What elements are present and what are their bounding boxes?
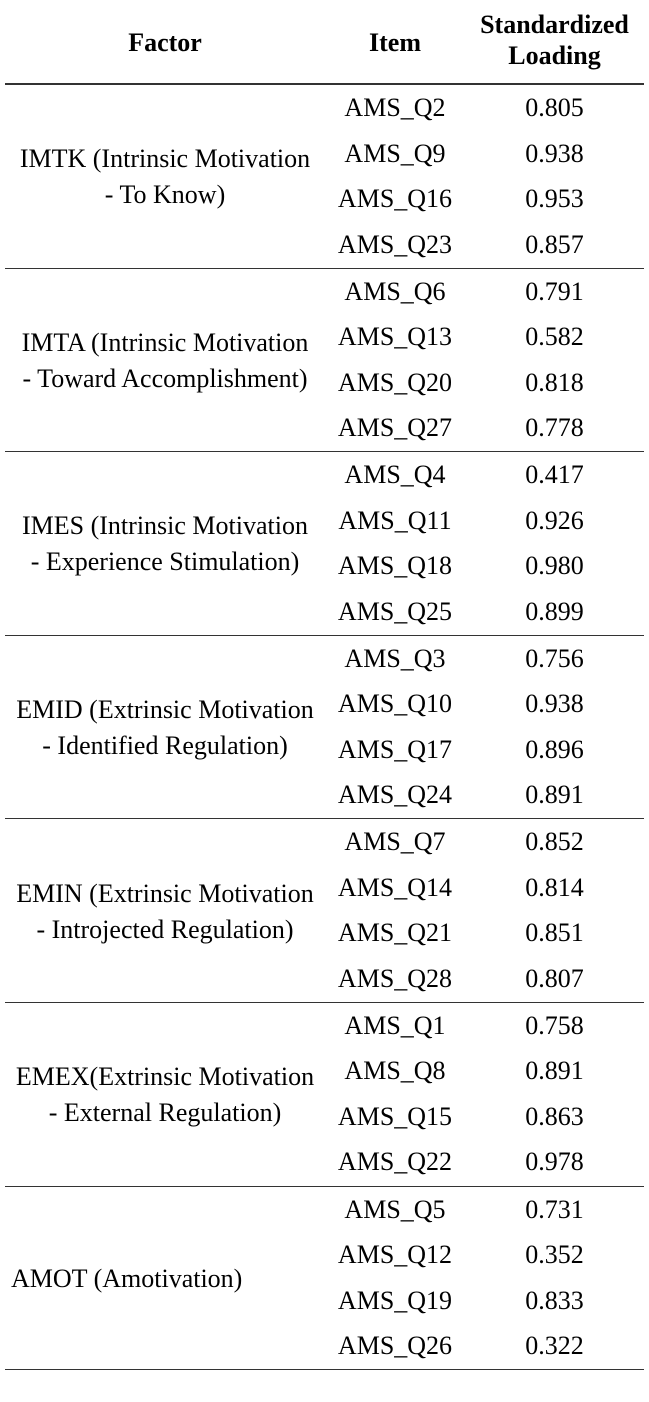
table-header: [5, 0, 644, 85]
factor-group-imes: [5, 452, 644, 636]
factor-label: [5, 1003, 325, 1186]
factor-text: IMTK (Intrinsic Motivation - To Know): [19, 144, 311, 210]
factor-text: EMIN (Extrinsic Motivation - Introjected Regulation): [16, 878, 314, 944]
loading-cell: 0.953: [525, 184, 584, 213]
loading-cell: 0.899: [525, 596, 584, 626]
loading-cell: 0.814: [525, 872, 584, 902]
factor-text: AMOT (Amotivation): [11, 1263, 243, 1293]
factor-text: EMID (Extrinsic Motivation - Identified Regulation): [16, 695, 314, 761]
table-row: [325, 1048, 644, 1094]
loading-cell: 0.891: [525, 1056, 584, 1086]
header-loading-line1: Standardized: [480, 10, 629, 39]
item-cell: AMS_Q2: [344, 93, 446, 122]
item-cell: AMS_Q7: [344, 827, 446, 857]
item-cell: AMS_Q21: [337, 918, 453, 948]
table-row: [325, 772, 644, 818]
table-row: [325, 681, 644, 727]
table-row: [325, 85, 644, 131]
item-cell: AMS_Q19: [337, 1285, 453, 1315]
loading-cell: 0.807: [525, 963, 584, 993]
loading-cell: 0.322: [525, 1331, 584, 1361]
table-row: [325, 865, 644, 911]
table-row: [325, 360, 644, 406]
item-cell: AMS_Q23: [337, 229, 453, 259]
table-row: [325, 543, 644, 589]
loading-cell: 0.851: [525, 918, 584, 948]
loading-cell: 0.896: [525, 734, 584, 764]
loading-cell: 0.756: [525, 643, 584, 673]
loading-cell: 0.891: [525, 780, 584, 810]
table-row: [325, 636, 644, 682]
factor-text: EMEX(Extrinsic Motivation - External Regulation): [15, 1062, 315, 1128]
header-loading-line2: Loading: [508, 41, 601, 70]
loading-cell: 0.352: [525, 1240, 584, 1270]
loading-cell: 0.417: [525, 460, 584, 490]
table-row: [325, 589, 644, 635]
item-cell: AMS_Q6: [344, 276, 446, 306]
loading-cell: 0.818: [525, 367, 584, 397]
factor-label: [5, 269, 325, 452]
loading-cell: 0.731: [525, 1194, 584, 1224]
loading-cell: 0.926: [525, 505, 584, 535]
loading-cell: 0.791: [525, 276, 584, 306]
factor-label: [5, 819, 325, 1002]
factor-loading-table: [5, 0, 644, 1370]
loading-cell: 0.758: [525, 1010, 584, 1040]
table-row: [325, 819, 644, 865]
factor-group-imtk: [5, 85, 644, 269]
factor-label: [5, 85, 325, 268]
table-row: [325, 727, 644, 773]
item-cell: AMS_Q3: [344, 643, 446, 673]
table-row: [325, 1187, 644, 1233]
item-cell: AMS_Q16: [337, 184, 453, 213]
table-row: [325, 222, 644, 268]
table-row: [325, 314, 644, 360]
factor-label: [5, 636, 325, 819]
loading-cell: 0.857: [525, 229, 584, 259]
loading-cell: 0.980: [525, 551, 584, 581]
table-row: [325, 269, 644, 315]
item-cell: AMS_Q10: [337, 689, 453, 719]
table-row: [325, 1139, 644, 1185]
factor-text: IMES (Intrinsic Motivation - Experience Stimulation): [22, 511, 308, 577]
table-row: [325, 956, 644, 1002]
item-cell: AMS_Q4: [344, 460, 446, 490]
factor-label: [5, 452, 325, 635]
item-cell: AMS_Q9: [344, 138, 446, 168]
table-row: [325, 498, 644, 544]
table-row: [325, 176, 644, 222]
item-cell: AMS_Q11: [338, 505, 452, 535]
item-cell: AMS_Q1: [344, 1010, 446, 1040]
loading-cell: 0.582: [525, 322, 584, 352]
table-row: [325, 131, 644, 177]
item-cell: AMS_Q8: [344, 1056, 446, 1086]
item-cell: AMS_Q26: [337, 1331, 453, 1361]
item-cell: AMS_Q22: [337, 1147, 453, 1177]
loading-cell: 0.938: [525, 138, 584, 168]
factor-group-amot: [5, 1187, 644, 1371]
loading-cell: 0.978: [525, 1147, 584, 1177]
item-cell: AMS_Q14: [337, 872, 453, 902]
factor-group-emex: [5, 1003, 644, 1187]
factor-group-emin: [5, 819, 644, 1003]
item-cell: AMS_Q17: [337, 734, 453, 764]
item-cell: AMS_Q28: [337, 963, 453, 993]
item-cell: AMS_Q25: [337, 596, 453, 626]
loading-cell: 0.805: [525, 93, 584, 122]
table-row: [325, 910, 644, 956]
table-row: [325, 1094, 644, 1140]
table-row: [325, 1232, 644, 1278]
table-row: [325, 452, 644, 498]
loading-cell: 0.833: [525, 1285, 584, 1315]
table-row: [325, 1278, 644, 1324]
header-item: Item: [369, 28, 421, 57]
loading-cell: 0.863: [525, 1101, 584, 1131]
factor-text: IMTA (Intrinsic Motivation - Toward Accomplishment): [21, 327, 309, 393]
table-row: [325, 1003, 644, 1049]
item-cell: AMS_Q13: [337, 322, 453, 352]
factor-group-emid: [5, 636, 644, 820]
item-cell: AMS_Q18: [337, 551, 453, 581]
factor-group-imta: [5, 269, 644, 453]
item-cell: AMS_Q24: [337, 780, 453, 810]
table-row: [325, 405, 644, 451]
item-cell: AMS_Q20: [337, 367, 453, 397]
item-cell: AMS_Q15: [337, 1101, 453, 1131]
loading-cell: 0.852: [525, 827, 584, 857]
table-row: [325, 1323, 644, 1369]
item-cell: AMS_Q27: [337, 413, 453, 443]
item-cell: AMS_Q12: [337, 1240, 453, 1270]
header-standardized-loading: [465, 9, 644, 71]
loading-cell: 0.778: [525, 413, 584, 443]
item-cell: AMS_Q5: [344, 1194, 446, 1224]
header-factor: Factor: [128, 28, 202, 57]
loading-cell: 0.938: [525, 689, 584, 719]
factor-label: [5, 1187, 325, 1370]
